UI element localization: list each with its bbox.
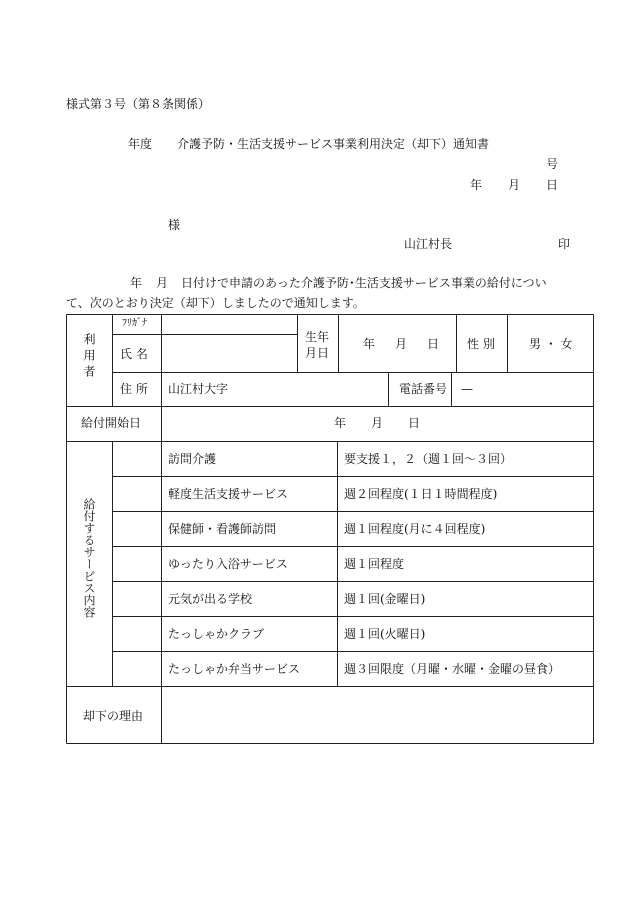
service-detail: 週１回程度(月に４回程度): [344, 522, 486, 536]
seal-mark: 印: [558, 237, 571, 251]
name-field[interactable]: [162, 335, 296, 372]
service-name: 軽度生活支援サービス: [168, 487, 289, 501]
body-line-1-month: 月: [156, 276, 169, 290]
form-number: 様式第３号（第８条関係）: [66, 97, 211, 111]
service-name: 元気が出る学校: [168, 592, 253, 606]
start-month-label: 月: [371, 416, 384, 430]
rejection-reason-field[interactable]: [166, 692, 586, 740]
document-title: 介護予防・生活支援サービス事業利用決定（却下）通知書: [177, 137, 490, 151]
services-label: 給付するサービス内容: [82, 498, 96, 618]
addressee-honorific: 様: [168, 218, 181, 232]
fiscal-year-label: 年度: [128, 137, 153, 151]
service-name: 保健師・看護師訪問: [168, 522, 277, 536]
service-detail: 週２回程度(１日１時間程度): [344, 487, 498, 501]
phone-value[interactable]: —: [461, 382, 473, 396]
service-checkbox[interactable]: [113, 582, 161, 616]
service-detail: 週３回限度（月曜・水曜・金曜の昼食）: [344, 662, 561, 676]
service-detail: 週１回(火曜日): [344, 627, 426, 641]
document-number-label: 号: [546, 157, 559, 171]
body-line-1-text: 日付けで申請のあった介護予防･生活支援サービス事業の給付につい: [181, 276, 547, 290]
service-name: 訪問介護: [168, 452, 217, 466]
service-checkbox[interactable]: [113, 617, 161, 651]
service-name: ゆったり入浴サービス: [168, 557, 288, 571]
date-month-label: 月: [508, 178, 521, 192]
start-day-label: 日: [408, 416, 421, 430]
furigana-label: ﾌﾘｶﾞﾅ: [122, 318, 147, 329]
service-checkbox[interactable]: [113, 477, 161, 511]
service-detail: 要支援１，２（週１回～３回）: [344, 452, 513, 466]
birth-year-label: 年: [363, 337, 376, 351]
date-day-label: 日: [546, 178, 559, 192]
furigana-field[interactable]: [162, 315, 296, 334]
address-label: 住 所: [120, 382, 148, 396]
phone-label: 電話番号: [399, 382, 448, 396]
birth-label-line-1: 生年: [305, 330, 330, 344]
birth-day-label: 日: [427, 337, 440, 351]
user-label: 利用者: [82, 333, 96, 381]
date-year-label: 年: [470, 178, 483, 192]
rejection-reason-label: 却下の理由: [83, 709, 144, 723]
body-line-1-year: 年: [130, 276, 143, 290]
body-line-2-text: て、次のとおり決定（却下）しましたので通知します。: [66, 296, 365, 310]
service-detail: 週１回程度: [344, 557, 405, 571]
address-value[interactable]: 山江村大字: [168, 382, 229, 396]
service-checkbox[interactable]: [113, 512, 161, 546]
gender-label: 性 別: [467, 337, 495, 351]
start-date-label: 給付開始日: [81, 416, 142, 430]
service-checkbox[interactable]: [113, 652, 161, 686]
service-name: たっしゃか弁当サービス: [168, 662, 301, 676]
service-detail: 週１回(金曜日): [344, 592, 426, 606]
birth-label-line-2: 月日: [305, 346, 330, 360]
issuer-name: 山江村長: [404, 237, 453, 251]
birth-month-label: 月: [395, 337, 408, 351]
name-label: 氏 名: [120, 347, 148, 361]
gender-options[interactable]: 男 ・ 女: [529, 337, 573, 351]
notice-form-table: [66, 314, 594, 744]
start-year-label: 年: [334, 416, 347, 430]
service-checkbox[interactable]: [113, 442, 161, 476]
service-name: たっしゃかクラブ: [168, 627, 265, 641]
service-checkbox[interactable]: [113, 547, 161, 581]
